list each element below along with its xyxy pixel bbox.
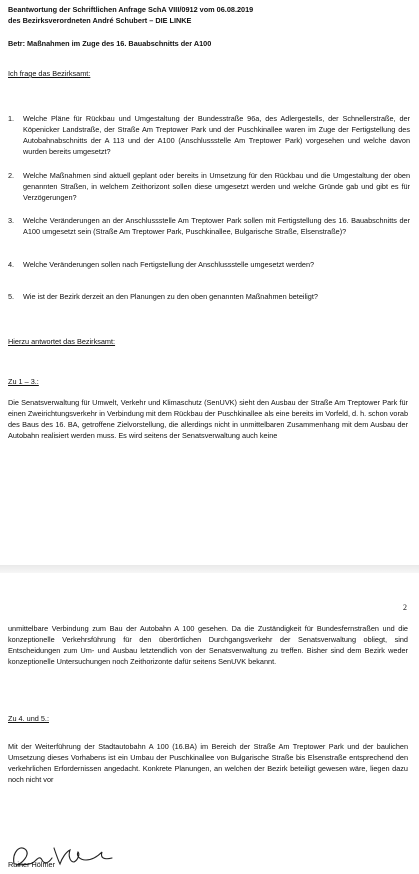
question-text: Welche Veränderungen an der Anschlussstelle Am Treptower Park sollen mit Fertigstellung des 16. Bauabschnitts der A100 umgesetzt sein (Straße Am Treptower Park, Puschkinallee, Bulgarische Straße, Elsenstraße)? xyxy=(23,216,410,236)
intro-question-heading: Ich frage das Bezirksamt: xyxy=(8,69,91,78)
answer-heading: Zu 4. und 5.: xyxy=(8,714,49,723)
question-item xyxy=(8,259,410,270)
header-line-1: Beantwortung der Schriftlichen Anfrage SchA VIII/0912 vom 06.08.2019 xyxy=(8,5,254,14)
question-item xyxy=(8,113,410,157)
answer-text: Mit der Weiterführung der Stadtautobahn A 100 (16.BA) im Bereich der Straße Am Treptower Park und der baulichen Umsetzung dieses Vorhabens ist ein Umbau der Puschkinallee von Bulgarische Straße bis Elsenstraße entsprechend den verkehrlichen Erfordernissen angedacht. Konkrete Planungen, an welchen der Bezirk beteiligt gewesen wäre, liegen dazu noch nicht vor xyxy=(8,742,408,784)
question-text: Welche Maßnahmen sind aktuell geplant oder bereits in Umsetzung für den Rückbau und die Umgestaltung der oben genannten Straßen, in welchem Zeithorizont sollen diese umgesetzt werden und welche Gründe gab und gibt es für Verzögerungen? xyxy=(23,171,410,202)
question-number: 3. xyxy=(8,216,15,225)
page-break xyxy=(0,565,419,573)
question-item xyxy=(8,170,410,203)
answer-intro-heading: Hierzu antwortet das Bezirksamt: xyxy=(8,337,116,346)
question-number: 4. xyxy=(8,260,15,269)
signature-name: Rainer Hölmer xyxy=(8,860,56,869)
document-page-2 xyxy=(0,573,419,871)
question-number: 5. xyxy=(8,292,15,301)
page-number: 2 xyxy=(403,603,407,612)
answer-text-continued: unmittelbare Verbindung zum Bau der Autobahn A 100 gesehen. Da die Zuständigkeit für Bundesfernstraßen und die konzeptionelle Verkehrsführung für den überörtlichen Durchgangsverkehr der Senatsverwaltung obliegt, sind Entscheidungen zum Um- und Ausbau letztendlich von der Senatsverwaltung zu treffen. Bisher sind dem Bezirk weder konzeptionelle Untersuchungen noch Zeithorizonte dafür seitens SenUVK bekannt. xyxy=(8,624,408,666)
question-number: 2. xyxy=(8,171,15,180)
question-item xyxy=(8,215,410,237)
question-text: Wie ist der Bezirk derzeit an den Planungen zu den oben genannten Maßnahmen beteiligt? xyxy=(23,292,318,301)
subject-line: Betr: Maßnahmen im Zuge des 16. Bauabschnitts der A100 xyxy=(8,39,212,48)
question-number: 1. xyxy=(8,114,15,123)
question-item xyxy=(8,291,410,302)
question-text: Welche Veränderungen sollen nach Fertigstellung der Anschlussstelle umgesetzt werden? xyxy=(23,260,315,269)
header-line-2: des Bezirksverordneten André Schubert – DIE LINKE xyxy=(8,16,192,25)
answer-text: Die Senatsverwaltung für Umwelt, Verkehr und Klimaschutz (SenUVK) sieht den Ausbau der Straße Am Treptower Park für einen Zweirichtungsverkehr in Verbindung mit dem Rückbau der Puschkinallee als eine bereits im Vorfeld, d. h. schon vorab des Baus des 16. BA, getroffene Zielvorstellung, die allerdings nicht in unmittelbaren Zusammenhang mit dem Ausbau der Autobahn realisiert werden muss. Es wird seitens der Senatsverwaltung auch keine xyxy=(8,398,408,440)
answer-heading: Zu 1 – 3.: xyxy=(8,377,39,386)
question-text: Welche Pläne für Rückbau und Umgestaltung der Bundesstraße 96a, des Adlergestells, der Schnellerstraße, der Köpenicker Landstraße, der Straße Am Treptower Park und der Puschkinallee waren im Zuge der Fertigstellung des Autobahnabschnitts der A 113 und der A100 (Anschlussstelle Am Treptower Park) vorgesehen und welche davon wurden bereits umgesetzt? xyxy=(23,114,410,156)
